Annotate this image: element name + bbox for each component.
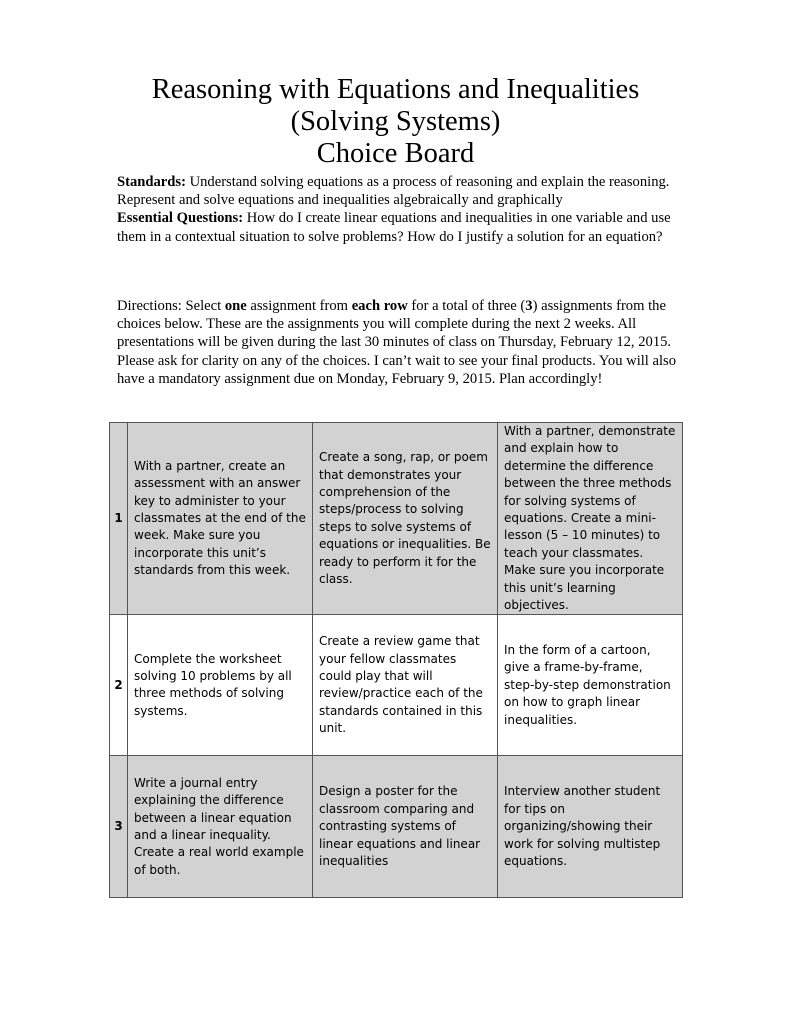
standards-section [117,173,677,246]
directions-bold-three: 3 [525,298,533,314]
row-number: 2 [110,615,128,756]
choice-cell [313,423,498,615]
standards-paragraph [117,173,677,191]
choice-text: Complete the worksheet solving 10 problems by all three methods of solving systems. [134,651,292,718]
choice-text: Interview another student for tips on organizing/showing their work for solving multistep equations. [504,784,661,869]
choice-text: Create a review game that your fellow classmates could play that will review/practice each of the standards contained in this unit. [319,634,483,736]
table-row [110,615,683,756]
standards-label: Standards: [117,174,186,190]
directions-section [117,297,677,388]
directions-bold-each-row: each row [351,298,408,314]
choice-cell [128,423,313,615]
title-line-2: (Solving Systems) [290,106,501,137]
essential-questions [117,209,677,245]
choice-text: Design a poster for the classroom comparing and contrasting systems of linear equations and linear inequalities [319,784,481,869]
standards-paragraph-2: Represent and solve equations and inequalities algebraically and graphically [117,192,563,209]
essential-questions-label: Essential Questions: [117,210,244,227]
choice-text: Write a journal entry explaining the difference between a linear equation and a linear inequality. Create a real world example of both. [134,775,304,877]
title-line-1: Reasoning with Equations and Inequalities [151,74,640,105]
directions-text-3: for a total of three ( [407,298,526,314]
choice-cell [498,756,683,898]
standards-text: Understand solving equations as a process of reasoning and explain the reasoning. [185,174,670,190]
choice-cell [128,615,313,756]
choice-cell [498,423,683,615]
choice-text: With a partner, demonstrate and explain how to determine the difference between the three methods for solving systems of equations. Create a mini-lesson (5 – 10 minutes) to teach your classmates. Make sure you incorporate this unit’s learning objectives. [504,424,676,613]
choice-cell [498,615,683,756]
essential-questions-text: How do I create linear equations and inequalities in one variable and use them in a contextual situation to solve problems? How do I justify a solution for an equation? [117,210,671,245]
directions-text-4: ) assignments from the choices below. These are the assignments you will complete during the next 2 weeks. All presentations will be given during the last 30 minutes of class on Thursday, February 12, 2015. Please ask for clarity on any of the choices. I can’t wait to see your final products. You will also have a mandatory assignment due on Monday, February 9, 2015. Plan accordingly! [117,298,677,387]
directions-text-2: assignment from [246,298,352,314]
page-title [0,74,791,170]
choice-text: Create a song, rap, or poem that demonstrates your comprehension of the steps/process to solving steps to solve systems of equations or inequalities. Be ready to perform it for the class. [319,450,491,586]
table-row [110,423,683,615]
title-line-3: Choice Board [316,138,475,169]
choice-cell [313,615,498,756]
choice-text: With a partner, create an assessment with an answer key to administer to your classmates at the end of the week. Make sure you incorporate this unit’s standards from this week. [134,458,306,578]
row-number: 1 [110,423,128,615]
directions-bold-one: one [224,298,247,314]
choice-text: In the form of a cartoon, give a frame-by-frame, step-by-step demonstration on how to graph linear inequalities. [504,642,671,727]
directions-text-1: Directions: Select [117,298,225,314]
row-number: 3 [110,756,128,898]
choice-cell [313,756,498,898]
table-row [110,756,683,898]
choice-cell [128,756,313,898]
choice-board-table [109,422,683,898]
directions-paragraph [117,297,677,388]
